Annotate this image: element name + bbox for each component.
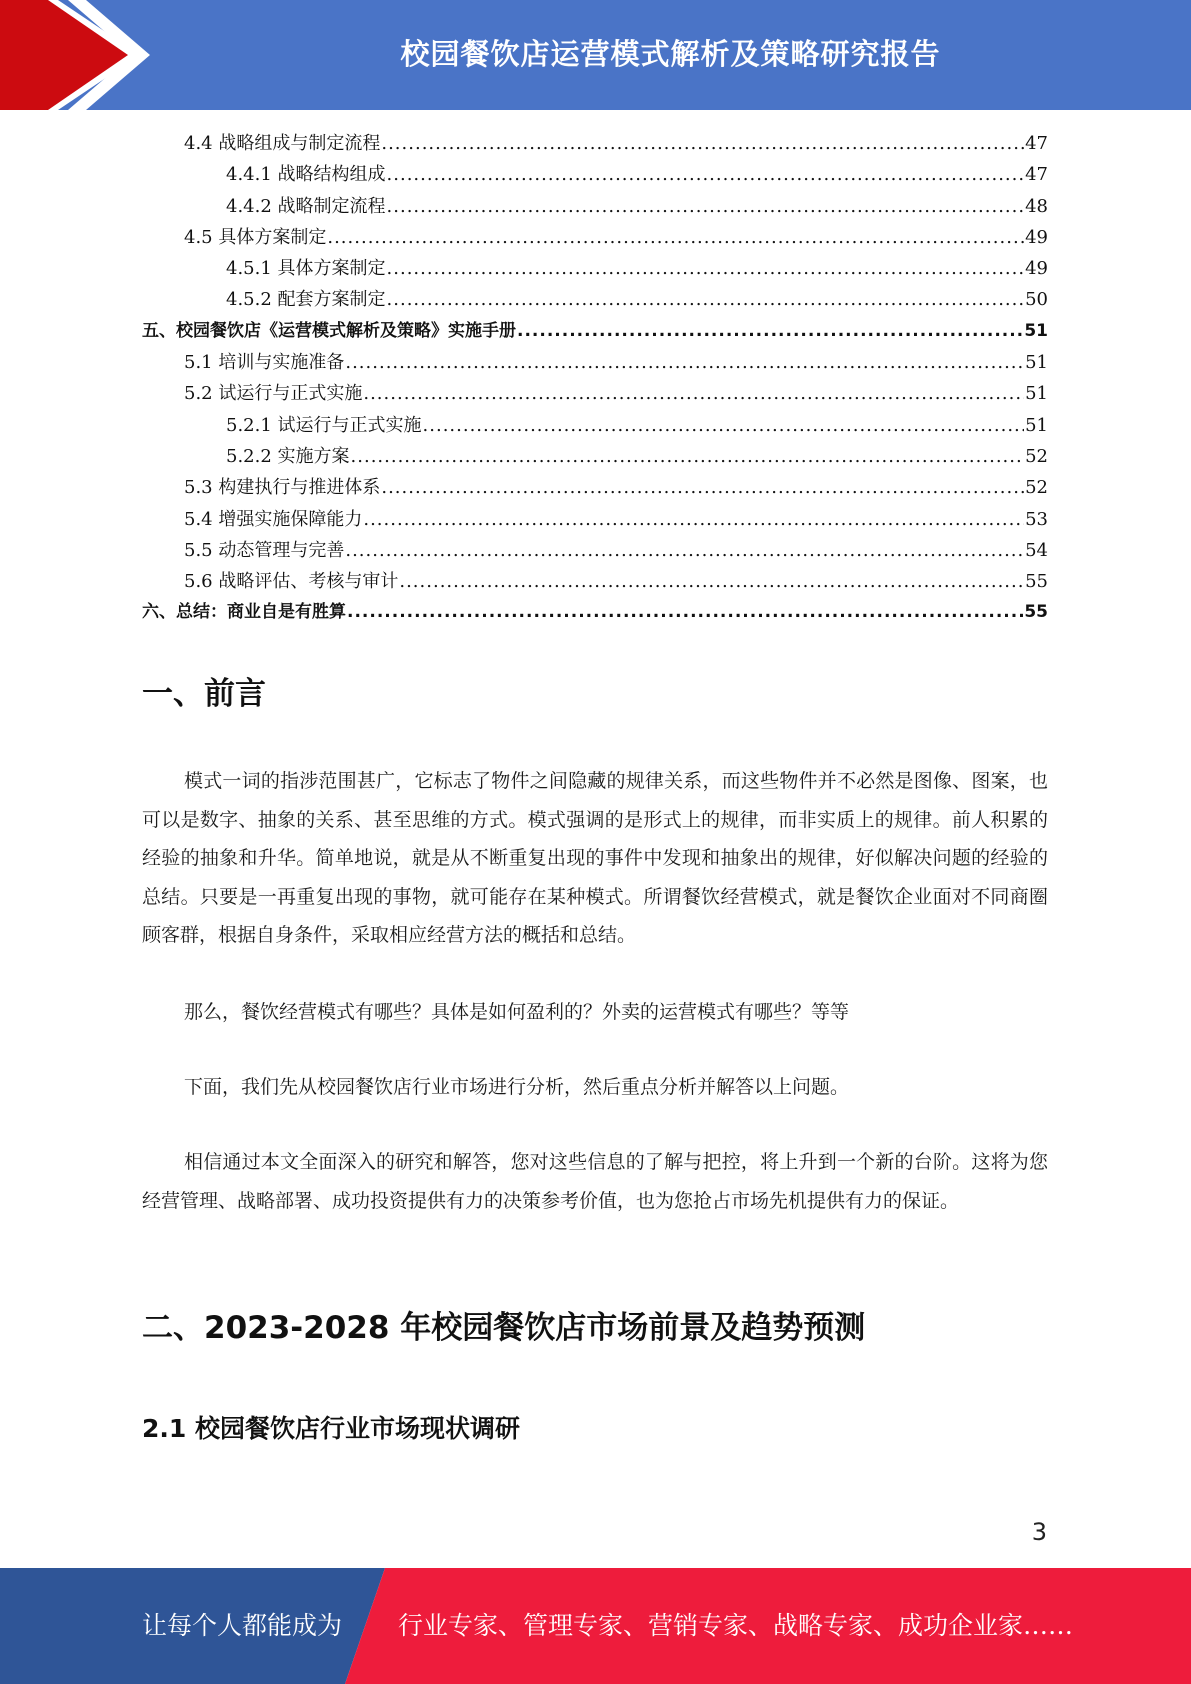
toc-entry-label: 5.1 培训与实施准备 <box>184 352 345 374</box>
toc-entry-page: 52 <box>1025 477 1048 499</box>
toc-entry-label: 5.2.1 试运行与正式实施 <box>226 414 422 436</box>
toc-leader-dots <box>363 378 1024 409</box>
toc-entry[interactable] <box>142 253 1048 284</box>
paragraph: 模式一词的指涉范围甚广，它标志了物件之间隐藏的规律关系，而这些物件并不必然是图像、图案，也可以是数字、抽象的关系、甚至思维的方式。模式强调的是形式上的规律，而非实质上的规律。前人积累的经验的抽象和升华。简单地说，就是从不断重复出现的事件中发现和抽象出的规律，好似解决问题的经验的总结。只要是一再重复出现的事物，就可能存在某种模式。所谓餐饮经营模式，就是餐饮企业面对不同商圈顾客群，根据自身条件，采取相应经营方法的概括和总结。 <box>142 770 1048 946</box>
toc-leader-dots <box>345 347 1024 378</box>
toc-entry-label: 4.4.2 战略制定流程 <box>226 195 386 217</box>
toc-leader-dots <box>345 535 1024 566</box>
toc-entry-label: 4.5 具体方案制定 <box>184 226 327 248</box>
toc-entry-page: 51 <box>1025 383 1048 405</box>
toc-entry[interactable] <box>142 410 1048 441</box>
paragraph: 那么，餐饮经营模式有哪些？具体是如何盈利的？外卖的运营模式有哪些？等等 <box>184 1001 850 1023</box>
toc-entry[interactable] <box>142 535 1048 566</box>
toc-entry[interactable] <box>142 222 1048 253</box>
toc-leader-dots <box>381 128 1024 159</box>
toc-entry-label: 5.6 战略评估、考核与审计 <box>184 571 399 593</box>
toc-entry[interactable] <box>142 128 1048 159</box>
toc-entry-label: 5.4 增强实施保障能力 <box>184 508 363 530</box>
toc-leader-dots <box>387 191 1025 222</box>
toc-entry-page: 53 <box>1025 508 1048 530</box>
toc-entry[interactable] <box>142 504 1048 535</box>
toc-entry-page: 51 <box>1024 320 1048 341</box>
toc-entry-page: 50 <box>1025 289 1048 311</box>
toc-leader-dots <box>387 159 1025 190</box>
toc-leader-dots <box>387 284 1025 315</box>
toc-leader-dots <box>387 253 1025 284</box>
table-of-contents <box>142 128 1048 629</box>
toc-entry[interactable] <box>142 347 1048 378</box>
toc-entry[interactable] <box>142 472 1048 503</box>
page-footer <box>0 1568 1191 1684</box>
toc-entry-page: 49 <box>1025 226 1048 248</box>
toc-entry-label: 4.4 战略组成与制定流程 <box>184 133 381 154</box>
toc-entry-label: 五、校园餐饮店《运营模式解析及策略》实施手册 <box>142 320 516 341</box>
toc-entry-page: 51 <box>1025 414 1048 436</box>
paragraph: 相信通过本文全面深入的研究和解答，您对这些信息的了解与把控，将上升到一个新的台阶。这将为您经营管理、战略部署、成功投资提供有力的决策参考价值，也为您抢占市场先机提供有力的保证。 <box>142 1151 1048 1212</box>
paragraph: 下面，我们先从校园餐饮店行业市场进行分析，然后重点分析并解答以上问题。 <box>184 1076 850 1098</box>
toc-leader-dots <box>381 472 1024 503</box>
toc-leader-dots <box>517 316 1023 347</box>
toc-entry-page: 51 <box>1025 352 1048 374</box>
subsection-heading: 2.1 校园餐饮店行业市场现状调研 <box>142 1414 520 1443</box>
toc-leader-dots <box>399 566 1024 597</box>
toc-leader-dots <box>423 410 1025 441</box>
toc-entry-page: 55 <box>1024 602 1048 623</box>
toc-entry-page: 52 <box>1025 445 1048 467</box>
toc-entry-page: 48 <box>1025 195 1048 217</box>
toc-leader-dots <box>351 441 1025 472</box>
toc-leader-dots <box>347 597 1023 628</box>
toc-entry-label: 5.3 构建执行与推进体系 <box>184 477 381 499</box>
toc-entry-page: 49 <box>1025 258 1048 280</box>
page-number: 3 <box>1031 1518 1047 1546</box>
toc-entry-label: 5.2.2 实施方案 <box>226 445 350 467</box>
toc-entry-label: 4.5.1 具体方案制定 <box>226 258 386 280</box>
toc-entry[interactable] <box>142 566 1048 597</box>
toc-leader-dots <box>363 504 1024 535</box>
report-title: 校园餐饮店运营模式解析及策略研究报告 <box>400 36 941 71</box>
footer-slogan-left: 让每个人都能成为 <box>142 1611 343 1640</box>
toc-entry-page: 54 <box>1025 539 1048 561</box>
toc-entry[interactable] <box>142 597 1048 628</box>
toc-leader-dots <box>327 222 1024 253</box>
page-header <box>0 0 1191 110</box>
toc-entry-label: 5.5 动态管理与完善 <box>184 539 345 561</box>
toc-entry-label: 5.2 试运行与正式实施 <box>184 383 363 405</box>
toc-entry-label: 4.5.2 配套方案制定 <box>226 289 386 311</box>
toc-entry-page: 55 <box>1025 571 1048 593</box>
toc-entry-label: 六、总结：商业自是有胜算 <box>142 602 346 623</box>
toc-entry[interactable] <box>142 284 1048 315</box>
toc-entry-label: 4.4.1 战略结构组成 <box>226 164 386 186</box>
footer-slogan-right: 行业专家、管理专家、营销专家、战略专家、成功企业家…… <box>398 1611 1074 1640</box>
section-heading-market-forecast: 二、2023-2028 年校园餐饮店市场前景及趋势预测 <box>142 1310 866 1346</box>
toc-entry-page: 47 <box>1025 133 1048 154</box>
toc-entry-page: 47 <box>1025 164 1048 186</box>
section-heading-preface: 一、前言 <box>142 676 266 712</box>
toc-entry[interactable] <box>142 191 1048 222</box>
toc-entry[interactable] <box>142 316 1048 347</box>
toc-entry[interactable] <box>142 159 1048 190</box>
toc-entry[interactable] <box>142 441 1048 472</box>
toc-entry[interactable] <box>142 378 1048 409</box>
